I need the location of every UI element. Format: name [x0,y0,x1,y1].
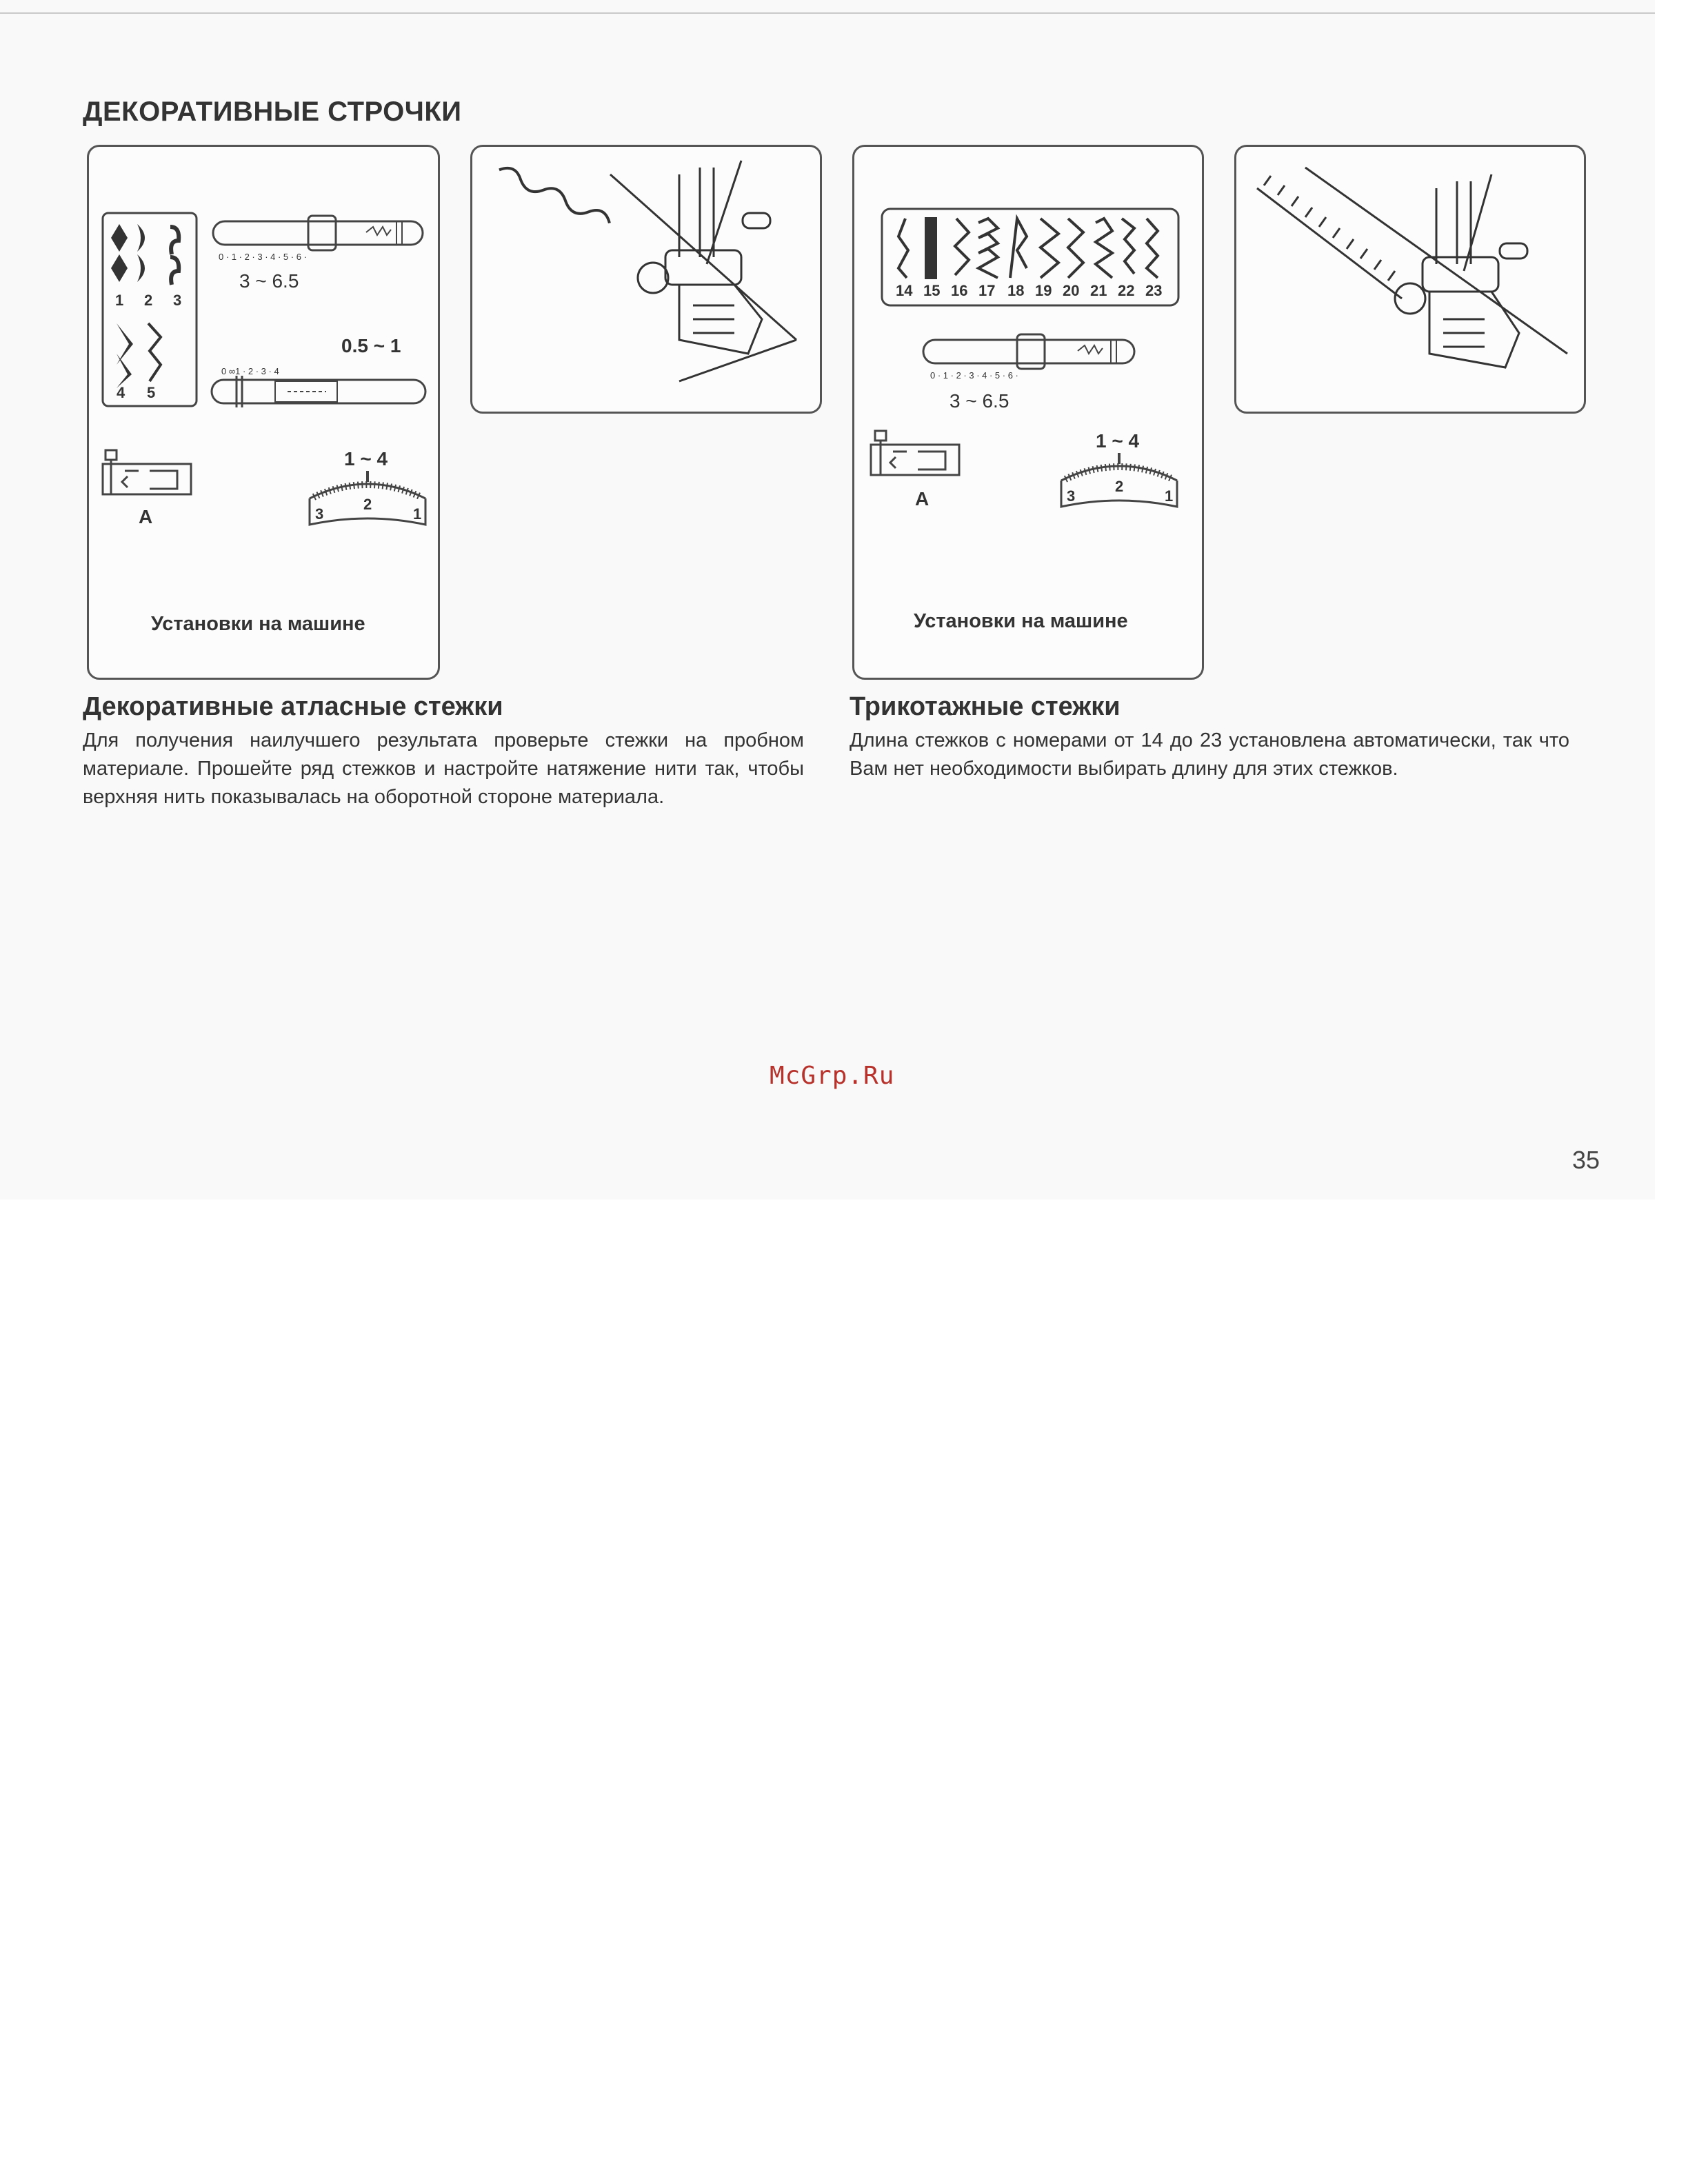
tension-range: 1 ~ 4 [1096,430,1140,452]
stretch-pattern-icons [898,219,1158,278]
pattern-3-icon [170,227,179,285]
pattern-number: 18 [1007,282,1025,299]
dial-number: 1 [413,505,422,523]
stitch-width-slider [212,376,425,407]
stitch-length-slider [213,216,423,250]
pattern-number: 23 [1145,282,1163,299]
pattern-number: 3 [173,292,182,309]
top-rule [0,12,1655,14]
right-section-body: Длина стежков с номерами от 14 до 23 установлена автоматически, так что Вам нет необходимости выбирать длину для этих стежков. [850,729,1569,780]
stitch-length-scale: 0 · 1 · 2 · 3 · 4 · 5 · 6 · [930,370,1018,381]
satin-stitch-sewing-illustration [472,147,820,412]
left-settings-illustration [89,147,438,678]
left-section-body: Для получения наилучшего результата проверьте стежки на пробном материале. Прошейте ряд стежков и настройте натяжение нити так, чтобы верхняя нить показывалась на оборотной стороне материала. [83,729,804,808]
stitch-length-scale: 0 · 1 · 2 · 3 · 4 · 5 · 6 · [219,252,307,262]
pattern-number: 1 [115,292,124,309]
presser-foot-label: A [139,506,153,527]
dial-number: 3 [1067,487,1076,505]
stitch-length-slider [923,334,1134,369]
pattern-4-icon [117,323,133,388]
presser-foot-label: A [915,488,930,509]
pattern-number: 20 [1063,282,1080,299]
dial-number: 3 [315,505,324,523]
pattern-number: 17 [978,282,996,299]
right-settings-panel [852,145,1204,680]
stitch-width-scale: 0 ∞1 · 2 · 3 · 4 [221,366,279,376]
dial-number: 1 [1165,487,1174,505]
left-settings-panel [87,145,440,680]
pattern-number: 22 [1118,282,1135,299]
presser-foot-a-icon [103,450,191,494]
pattern-number: 2 [144,292,153,309]
right-settings-illustration [854,147,1202,678]
settings-caption: Установки на машине [151,613,365,635]
pattern-number: 21 [1090,282,1107,299]
pattern-1-icon [111,224,128,282]
dial-number: 2 [363,496,372,513]
settings-caption: Установки на машине [914,610,1128,632]
pattern-5-icon [148,323,161,381]
watermark: McGrp.Ru [770,1062,895,1090]
pattern-number: 14 [896,282,913,299]
left-sewing-illustration-panel [470,145,822,414]
stretch-stitch-sewing-illustration [1236,147,1584,412]
left-section-title: Декоративные атласные стежки [83,692,503,721]
pattern-number: 5 [147,384,156,401]
presser-foot-a-icon [871,431,959,475]
stitch-length-range: 3 ~ 6.5 [239,270,299,292]
stitch-length-range: 3 ~ 6.5 [950,390,1009,412]
right-sewing-illustration-panel [1234,145,1586,414]
pattern-2-icon [137,224,145,282]
right-section-title: Трикотажные стежки [850,692,1121,721]
page-number: 35 [1572,1146,1600,1174]
dial-number: 2 [1115,478,1124,495]
pattern-number: 4 [117,384,125,401]
pattern-number: 19 [1035,282,1052,299]
page-heading: ДЕКОРАТИВНЫЕ СТРОЧКИ [83,97,462,127]
pattern-number: 16 [951,282,968,299]
pattern-number: 15 [923,282,941,299]
tension-range: 1 ~ 4 [344,448,388,469]
stitch-width-range: 0.5 ~ 1 [341,335,401,356]
